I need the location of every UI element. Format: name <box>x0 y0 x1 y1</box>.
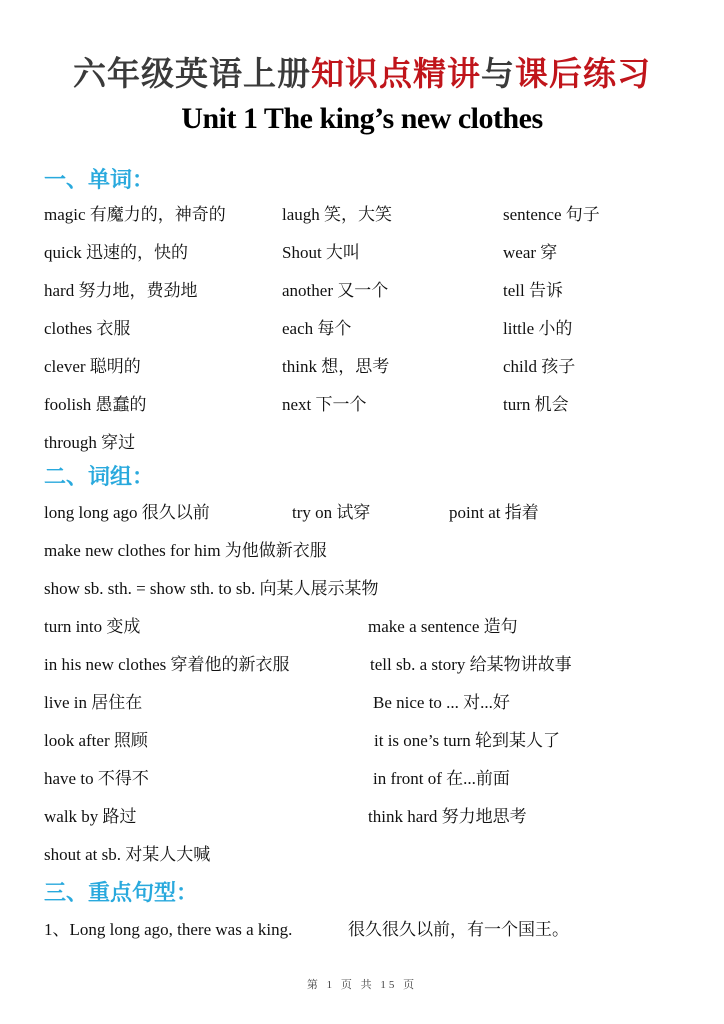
title-part-grade: 六年级英语上册 <box>73 54 311 93</box>
word-row <box>0 276 724 302</box>
phrase-row <box>0 840 724 866</box>
phrase-item: walk by 路过 <box>44 807 137 826</box>
sentence-row <box>0 915 724 941</box>
word-item: quick 迅速的，快的 <box>44 243 189 262</box>
word-item: little 小的 <box>503 319 573 338</box>
phrase-row <box>0 536 724 562</box>
word-item: wear 穿 <box>503 243 558 262</box>
section-heading-sentences: 三、重点句型： <box>44 881 199 906</box>
word-row <box>0 238 724 264</box>
section-heading-words: 一、单词： <box>44 168 155 193</box>
word-item: laugh 笑，大笑 <box>282 205 393 224</box>
title-part-and: 与 <box>481 54 515 93</box>
phrase-item: long long ago 很久以前 <box>44 503 210 522</box>
word-item: child 孩子 <box>503 357 576 376</box>
word-row <box>0 200 724 226</box>
phrase-item: think hard 努力地思考 <box>368 807 527 826</box>
word-item: clothes 衣服 <box>44 319 131 338</box>
phrase-row <box>0 574 724 600</box>
phrase-row <box>0 764 724 790</box>
title-part-exercise: 课后练习 <box>515 54 651 93</box>
unit-title: Unit 1 The king’s new clothes <box>181 102 543 135</box>
word-item: through 穿过 <box>44 433 136 452</box>
page-footer: 第 1 页 共 15 页 <box>306 979 418 991</box>
phrase-item: try on 试穿 <box>292 503 371 522</box>
phrase-item: make a sentence 造句 <box>368 617 518 636</box>
phrase-item: live in 居住在 <box>44 693 143 712</box>
phrase-item: in his new clothes 穿着他的新衣服 <box>44 655 290 674</box>
phrase-item: in front of 在...前面 <box>373 769 510 788</box>
word-item: magic 有魔力的，神奇的 <box>44 205 226 224</box>
word-item: tell 告诉 <box>503 281 563 300</box>
phrase-item: have to 不得不 <box>44 769 149 788</box>
word-row <box>0 314 724 340</box>
phrase-item: shout at sb. 对某人大喊 <box>44 845 211 864</box>
word-row <box>0 390 724 416</box>
phrase-item: turn into 变成 <box>44 617 141 636</box>
word-item: sentence 句子 <box>503 205 600 224</box>
phrase-row <box>0 688 724 714</box>
phrase-row <box>0 498 724 524</box>
phrase-row <box>0 726 724 752</box>
word-row <box>0 352 724 378</box>
word-row <box>0 428 724 454</box>
word-item: each 每个 <box>282 319 352 338</box>
title-part-knowledge: 知识点精讲 <box>311 54 481 93</box>
phrase-row <box>0 802 724 828</box>
section-heading-phrases: 二、词组： <box>44 465 155 490</box>
word-item: turn 机会 <box>503 395 569 414</box>
phrase-item: point at 指着 <box>449 503 539 522</box>
phrase-item: make new clothes for him 为他做新衣服 <box>44 541 327 560</box>
word-item: think 想，思考 <box>282 357 390 376</box>
word-item: another 又一个 <box>282 281 389 300</box>
phrase-row <box>0 650 724 676</box>
phrase-item: tell sb. a story 给某物讲故事 <box>370 655 572 674</box>
phrase-item: it is one’s turn 轮到某人了 <box>374 731 561 750</box>
sentence-zh: 很久很久以前，有一个国王。 <box>348 920 569 939</box>
word-item: hard 努力地，费劲地 <box>44 281 198 300</box>
word-item: foolish 愚蠢的 <box>44 395 147 414</box>
phrase-item: look after 照顾 <box>44 731 148 750</box>
phrase-item: Be nice to ... 对...好 <box>373 693 510 712</box>
word-item: clever 聪明的 <box>44 357 141 376</box>
word-item: Shout 大叫 <box>282 243 360 262</box>
page-title <box>0 48 724 95</box>
sentence-en: 1、Long long ago, there was a king. <box>44 920 293 939</box>
phrase-row <box>0 612 724 638</box>
phrase-item: show sb. sth. = show sth. to sb. 向某人展示某物 <box>44 579 379 598</box>
word-item: next 下一个 <box>282 395 367 414</box>
